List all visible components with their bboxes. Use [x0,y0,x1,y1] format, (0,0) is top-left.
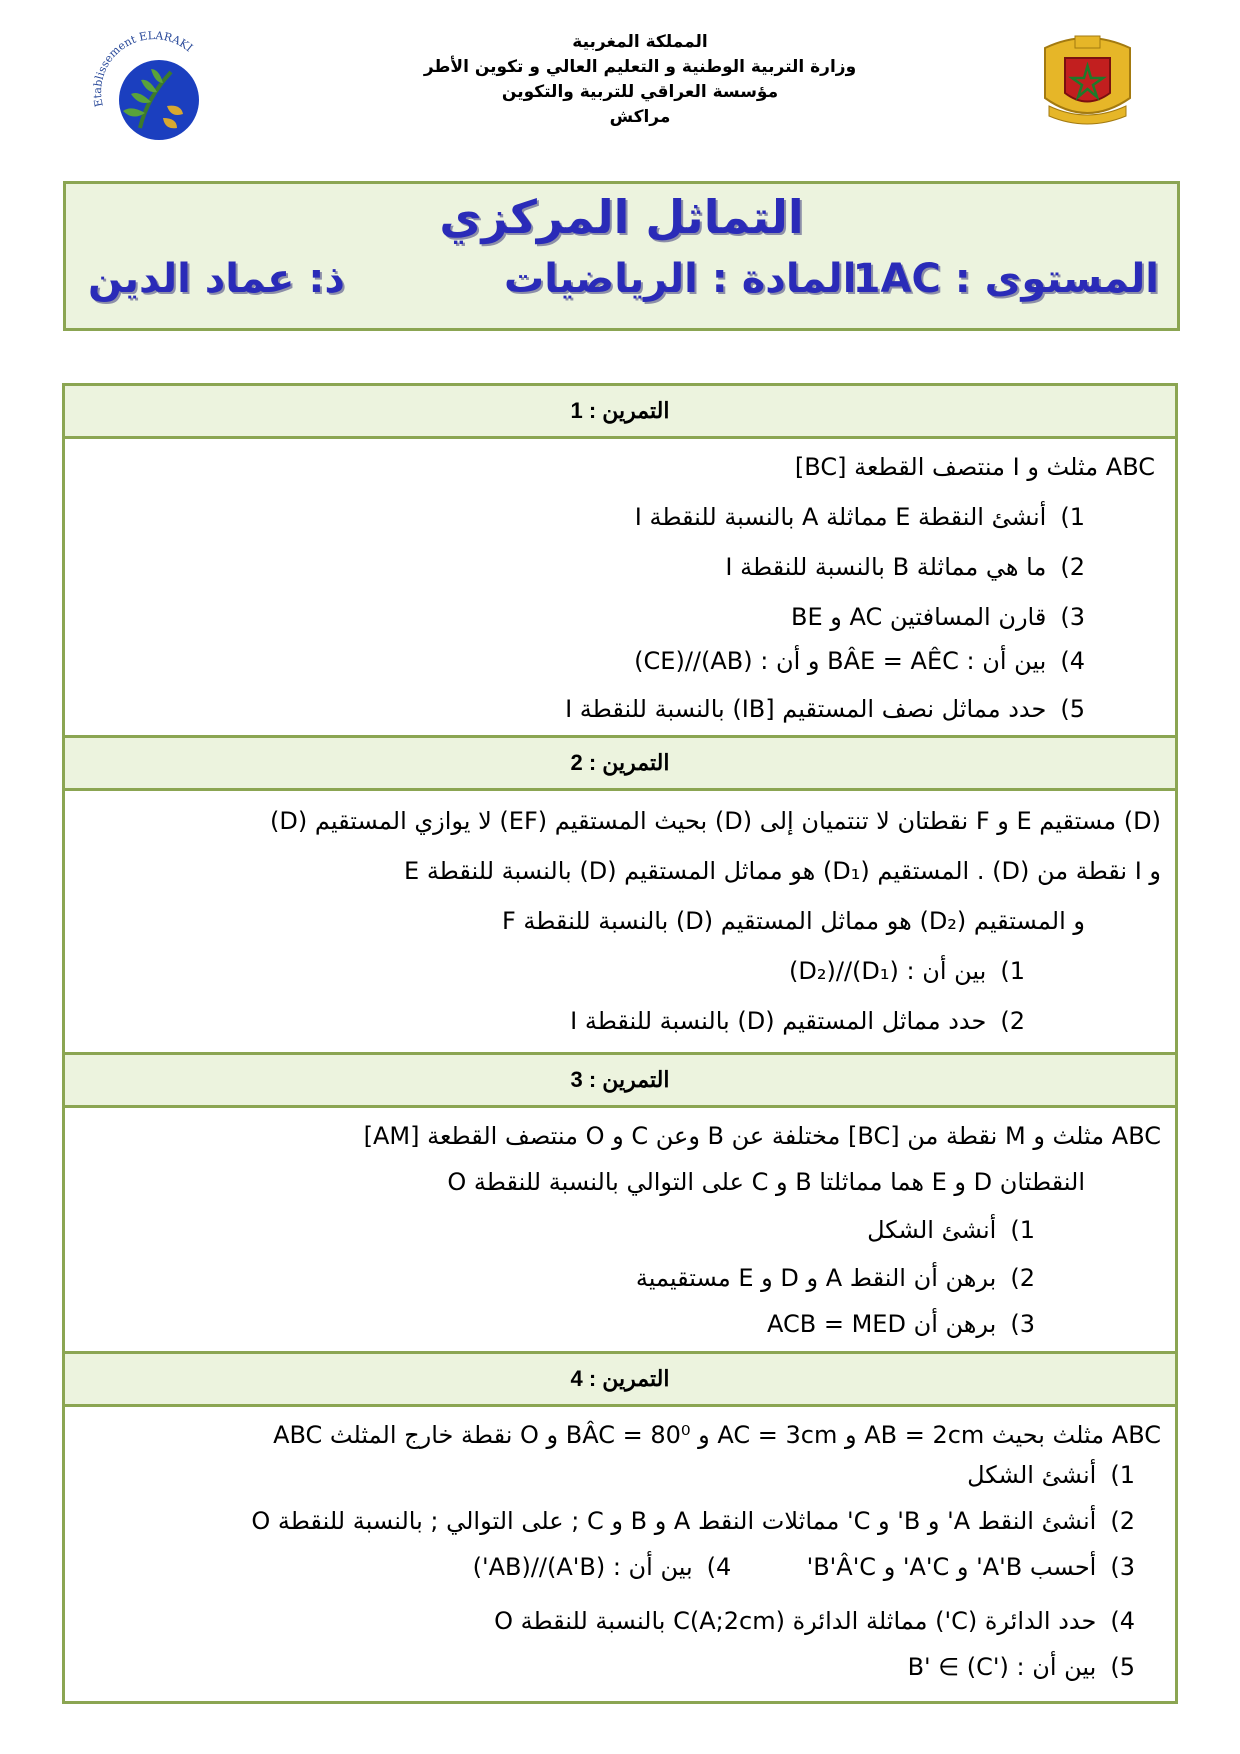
exercise-line: ABC مثلث و M نقطة من [BC] مختلفة عن B وعن C و O منتصف القطعة [AM] [363,1122,1161,1150]
exercise-1-body [65,439,1175,738]
item-text: برهن أن النقط A و D و E مستقيمية [635,1264,997,1292]
exercise-line: ABC مثلث بحيث AB = 2cm و AC = 3cm و BÂC = 80⁰ و O نقطة خارج المثلث ABC [273,1421,1161,1449]
item-text: بين أن : B' ∈ (C') [907,1653,1097,1681]
item-number: 3) [1010,1310,1035,1338]
item-text: أنشئ النقط A' و B' و C' مماثلات النقط A و B و C ; على التوالي ; بالنسبة للنقطة O [251,1507,1097,1535]
coat-of-arms-emblem [1035,28,1140,133]
exercise-item [725,545,1085,589]
exercise-line: النقطتان D و E هما مماثلتا B و C على التوالي بالنسبة للنقطة O [447,1168,1085,1196]
exercise-4-heading: التمرين : 4 [65,1354,1175,1407]
level-label: المستوى : 1AC [852,256,1159,302]
exercise-item [789,949,1025,993]
item-text: بين أن : (D₁)//(D₂) [789,957,987,985]
institution-line: مؤسسة العراقي للتربية والتكوين [501,82,779,102]
exercise-item [634,639,1085,683]
exercise-2-heading: التمرين : 2 [65,738,1175,791]
item-number: 5) [1110,1653,1135,1681]
exercise-item [565,687,1085,731]
item-number: 3) [1110,1553,1135,1581]
item-number: 5) [1060,695,1085,723]
item-number: 2) [1060,553,1085,581]
title-panel [63,181,1180,331]
exercise-item [767,1302,1035,1346]
item-number: 4) [1060,647,1085,675]
item-number: 2) [1000,1007,1025,1035]
item-number: 2) [1110,1507,1135,1535]
school-logo [85,28,215,148]
exercises-table [62,383,1178,1704]
exercise-item [967,1453,1135,1497]
ministry-line: وزارة التربية الوطنية و التعليم العالي و تكوين الأطر [423,57,857,77]
city-line: مراكش [609,107,671,127]
svg-text:Etablissement ELARAKI: Etablissement ELARAKI [91,29,196,109]
exercise-item [636,1256,1035,1300]
item-text: حدد مماثل نصف المستقيم [IB) بالنسبة للنقطة I [565,695,1047,723]
exercise-item [908,1645,1135,1689]
exercise-2-body [65,791,1175,1055]
item-number: 1) [1060,503,1085,531]
subject-label: المادة : الرياضيات [504,256,857,302]
item-text: أحسب A'B' و A'C' و B'Â'C' [806,1553,1097,1581]
exercise-item [473,1545,1135,1589]
item-number: 1) [1010,1216,1035,1244]
item-text: بين أن : (A'B)//(AB') [472,1553,693,1581]
item-text: أنشئ النقطة E مماثلة A بالنسبة للنقطة I [634,503,1047,531]
item-text: أنشئ الشكل [967,1461,1097,1489]
exercise-item [867,1208,1035,1252]
kingdom-line: المملكة المغربية [572,32,708,52]
item-number: 4) [706,1553,732,1581]
item-number: 3) [1060,603,1085,631]
exercise-item [494,1599,1135,1643]
exercise-3-heading: التمرين : 3 [65,1055,1175,1108]
exercise-3-body [65,1108,1175,1354]
item-text: برهن أن ACB = MED [767,1310,997,1338]
exercise-item [791,595,1085,639]
item-number: 1) [1110,1461,1135,1489]
exercise-4-body [65,1407,1175,1701]
exercise-item [251,1499,1135,1543]
teacher-label: ذ: عماد الدين [88,256,345,302]
item-number: 1) [1000,957,1025,985]
item-text: حدد مماثل المستقيم (D) بالنسبة للنقطة I [570,1007,987,1035]
exercise-line: و المستقيم (D₂) هو مماثل المستقيم (D) بالنسبة للنقطة F [501,907,1085,935]
institution-header [380,30,900,130]
item-text: حدد الدائرة (C') مماثلة الدائرة C(A;2cm) بالنسبة للنقطة O [494,1607,1097,1635]
item-number: 4) [1110,1607,1135,1635]
exercise-line: (D) مستقيم E و F نقطتان لا تنتميان إلى (D) بحيث المستقيم (EF) لا يوازي المستقيم (D) [270,807,1161,835]
item-text: بين أن : BÂE = AÊC و أن : (AB)//(CE) [634,647,1047,675]
exercise-line: و I نقطة من (D) . المستقيم (D₁) هو مماثل المستقيم (D) بالنسبة للنقطة E [404,857,1161,885]
item-text: أنشئ الشكل [867,1216,997,1244]
exercise-line: ABC مثلث و I منتصف القطعة [BC] [794,453,1155,481]
item-text: قارن المسافتين AC و BE [791,603,1047,631]
item-number: 2) [1010,1264,1035,1292]
page-title: التماثل المركزي [439,190,804,244]
exercise-1-heading: التمرين : 1 [65,386,1175,439]
exercise-item [570,999,1025,1043]
item-text: ما هي مماثلة B بالنسبة للنقطة I [725,553,1047,581]
exercise-item [635,495,1085,539]
